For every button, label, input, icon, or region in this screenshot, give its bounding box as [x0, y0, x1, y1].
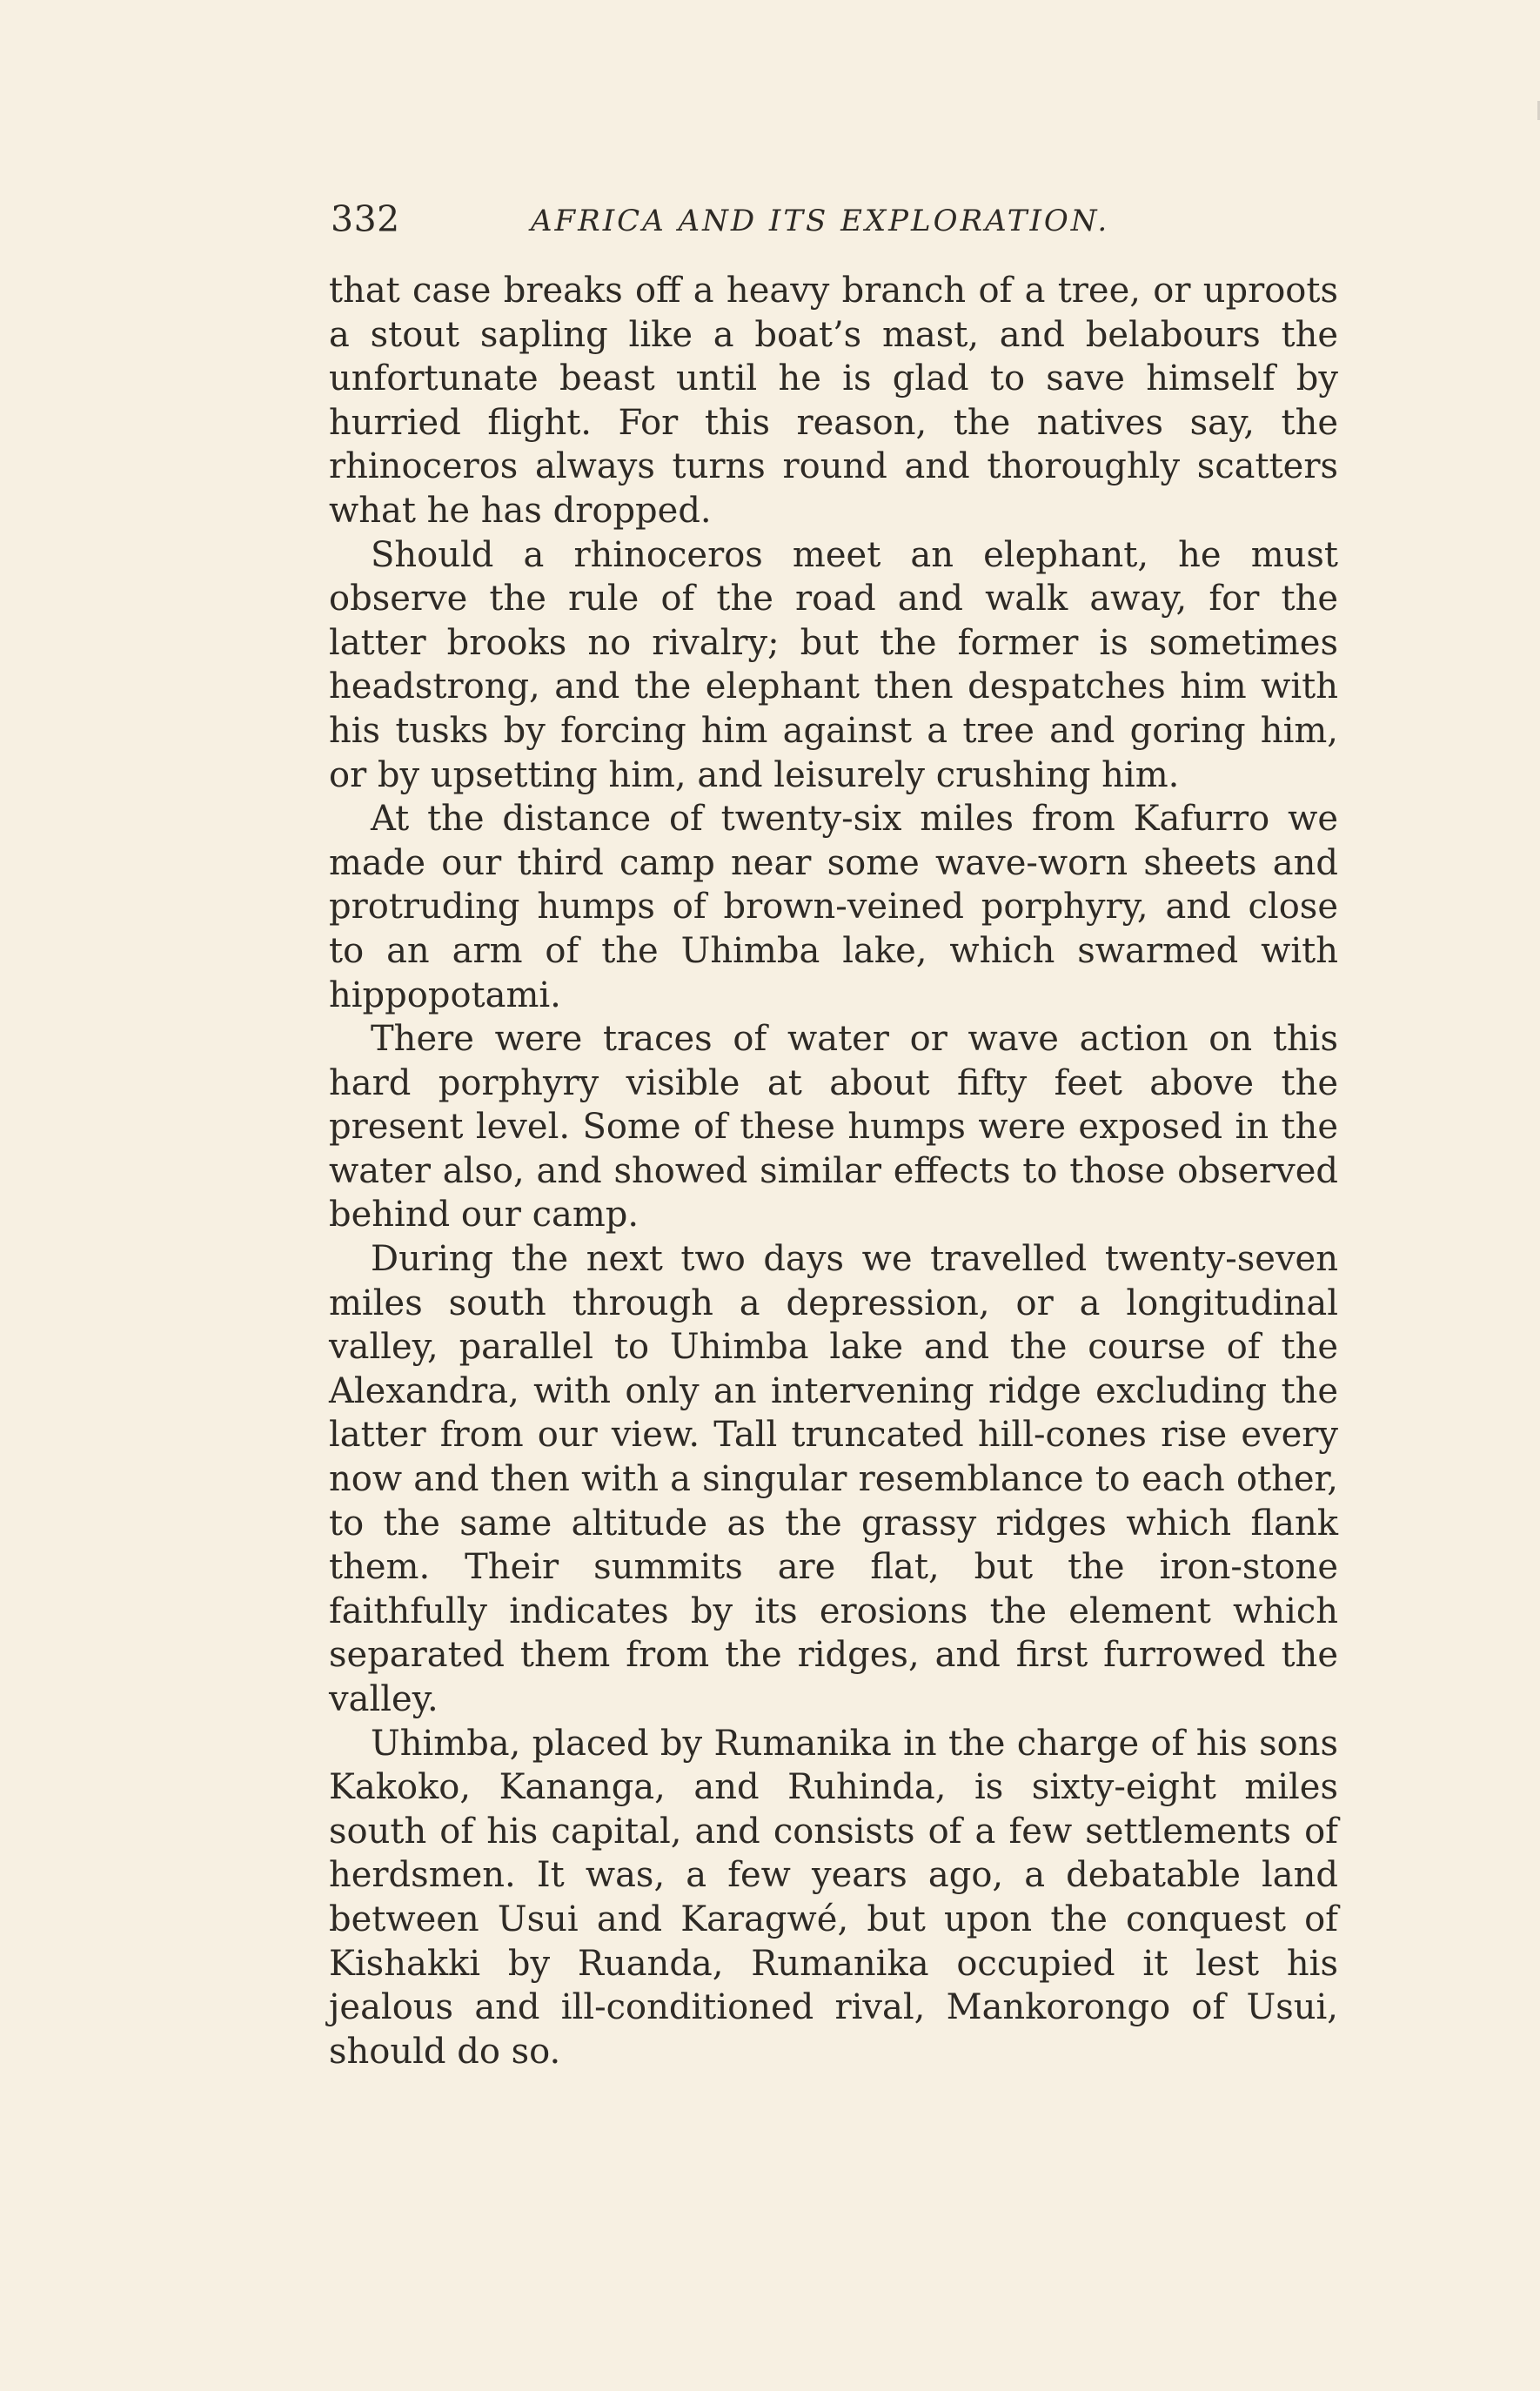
paragraph-rhinoceros-flight: that case breaks off a heavy branch of a tree, or uproots a stout sapling like a boat’s mast, and belabours the unfortunate beast until he is glad to save himself by hurried flight. For this reason, the natives say, the rhinoceros always turns round and thoroughly scatters what he has dropped.: [329, 271, 1338, 531]
paragraph-third-camp: At the distance of twenty-six miles from Kafurro we made our third camp near some wave-worn sheets and protruding humps of brown-veined porphyry, and close to an arm of the Uhimba lake, which swarmed with hippopotami.: [329, 799, 1338, 1015]
paragraph-valley-journey: During the next two days we travelled twenty-seven miles south through a depression, or a longitudinal valley, parallel to Uhimba lake and the course of the Alexandra, with only an intervening ridge excluding the latter from our view. Tall truncated hill-cones rise every now and then with a singular resemblance to each other, to the same altitude as the grassy ridges which flank them. Their summits are flat, but the iron-stone faithfully indicates by its erosions the element which separated them from the ridges, and first furrowed the valley.: [329, 1239, 1338, 1719]
running-title: AFRICA AND ITS EXPLORATION.: [531, 204, 1110, 238]
paragraph-wave-action: There were traces of water or wave action on this hard porphyry visible at about fifty feet above the present level. Some of these humps were exposed in the water also, and showed similar effects to those observed behind our camp.: [329, 1019, 1338, 1236]
paragraph-rhinoceros-elephant: Should a rhinoceros meet an elephant, he must observe the rule of the road and walk away, for the latter brooks no rivalry; but the former is sometimes headstrong, and the elephant then despatches him with his tusks by forcing him against a tree and goring him, or by upsetting him, and leisurely crushing him.: [329, 534, 1338, 795]
body-text: [329, 269, 1338, 2073]
paragraph-uhimba: Uhimba, placed by Rumanika in the charge of his sons Kakoko, Kananga, and Ruhinda, is sixty-eight miles south of his capital, and consists of a few settlements of herdsmen. It was, a few years ago, a debatable land between Usui and Karagwé, but upon the conquest of Kishakki by Ruanda, Rumanika occupied it lest his jealous and ill-conditioned rival, Mankorongo of Usui, should do so.: [329, 1723, 1338, 2072]
page-number: 332: [331, 198, 400, 240]
running-head: [329, 195, 1154, 244]
